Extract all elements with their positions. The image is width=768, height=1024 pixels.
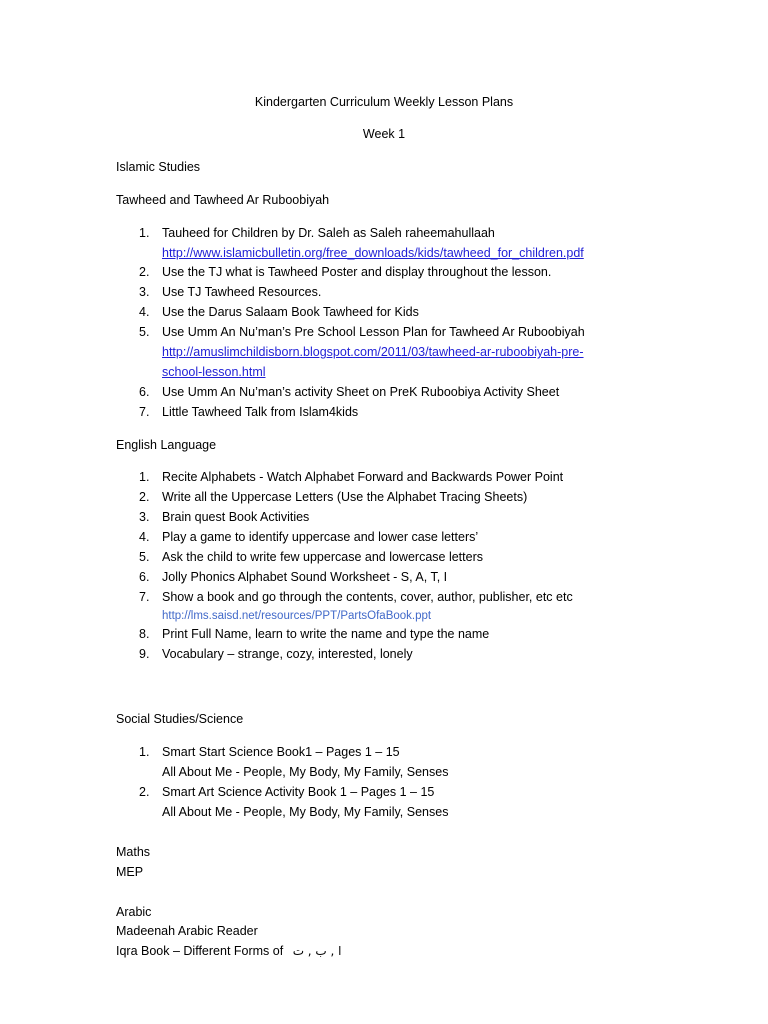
document-title: Kindergarten Curriculum Weekly Lesson Plans (254, 95, 514, 109)
list-number: 2. (139, 490, 150, 504)
list-item: Use Umm An Nu’man’s activity Sheet on PreK Ruboobiya Activity Sheet (162, 385, 560, 399)
arabic-letters: ا , ب , ت (292, 944, 342, 958)
maths-heading: Maths (116, 845, 151, 859)
list-number: 9. (139, 647, 150, 661)
list-number: 8. (139, 627, 150, 641)
list-item: Smart Start Science Book1 – Pages 1 – 15 (162, 745, 400, 759)
week-label: Week 1 (362, 127, 406, 141)
maths-line: MEP (116, 865, 144, 879)
list-item: Vocabulary – strange, cozy, interested, lonely (162, 647, 413, 661)
list-number: 6. (139, 385, 150, 399)
list-item: Use the Darus Salaam Book Tawheed for Kids (162, 305, 419, 319)
list-number: 7. (139, 405, 150, 419)
list-number: 4. (139, 530, 150, 544)
list-number: 2. (139, 785, 150, 799)
list-number: 1. (139, 745, 150, 759)
english-language-heading: English Language (116, 438, 217, 452)
list-number: 1. (139, 470, 150, 484)
list-item: Play a game to identify uppercase and lower case letters’ (162, 530, 479, 544)
blogspot-link-line1[interactable]: http://amuslimchildisborn.blogspot.com/2011/03/tawheed-ar-ruboobiyah-pre- (162, 345, 584, 359)
arabic-reader-line: Madeenah Arabic Reader (116, 924, 258, 938)
blogspot-link-line2[interactable]: school-lesson.html (162, 365, 266, 379)
parts-of-book-link[interactable]: http://lms.saisd.net/resources/PPT/PartsOfaBook.ppt (162, 610, 432, 622)
list-item: Jolly Phonics Alphabet Sound Worksheet - S, A, T, I (162, 570, 448, 584)
tawheed-subheading: Tawheed and Tawheed Ar Ruboobiyah (116, 193, 330, 207)
tawheed-pdf-link[interactable]: http://www.islamicbulletin.org/free_downloads/kids/tawheed_for_children.pdf (162, 246, 584, 260)
list-number: 7. (139, 590, 150, 604)
list-item: Brain quest Book Activities (162, 510, 310, 524)
list-number: 6. (139, 570, 150, 584)
list-number: 1. (139, 226, 150, 240)
list-item: Use the TJ what is Tawheed Poster and display throughout the lesson. (162, 265, 552, 279)
list-item-sub: All About Me - People, My Body, My Family, Senses (162, 805, 449, 819)
list-item-sub: All About Me - People, My Body, My Family, Senses (162, 765, 449, 779)
list-item: Little Tawheed Talk from Islam4kids (162, 405, 359, 419)
list-item: Smart Art Science Activity Book 1 – Pages 1 – 15 (162, 785, 435, 799)
list-item: Tauheed for Children by Dr. Saleh as Saleh raheemahullaah (162, 226, 495, 240)
list-item: Use TJ Tawheed Resources. (162, 285, 322, 299)
list-number: 2. (139, 265, 150, 279)
iqra-line (116, 943, 342, 959)
list-item: Show a book and go through the contents, cover, author, publisher, etc etc (162, 590, 573, 604)
list-number: 5. (139, 550, 150, 564)
list-number: 3. (139, 285, 150, 299)
islamic-studies-heading: Islamic Studies (116, 160, 201, 174)
list-item: Ask the child to write few uppercase and lowercase letters (162, 550, 483, 564)
list-item: Write all the Uppercase Letters (Use the Alphabet Tracing Sheets) (162, 490, 528, 504)
list-number: 4. (139, 305, 150, 319)
iqra-text: Iqra Book – Different Forms of (116, 944, 284, 958)
social-studies-heading: Social Studies/Science (116, 712, 244, 726)
list-number: 3. (139, 510, 150, 524)
list-number: 5. (139, 325, 150, 339)
list-item: Print Full Name, learn to write the name and type the name (162, 627, 490, 641)
list-item: Use Umm An Nu’man’s Pre School Lesson Plan for Tawheed Ar Ruboobiyah (162, 325, 585, 339)
list-item: Recite Alphabets - Watch Alphabet Forward and Backwards Power Point (162, 470, 564, 484)
arabic-heading: Arabic (116, 905, 152, 919)
